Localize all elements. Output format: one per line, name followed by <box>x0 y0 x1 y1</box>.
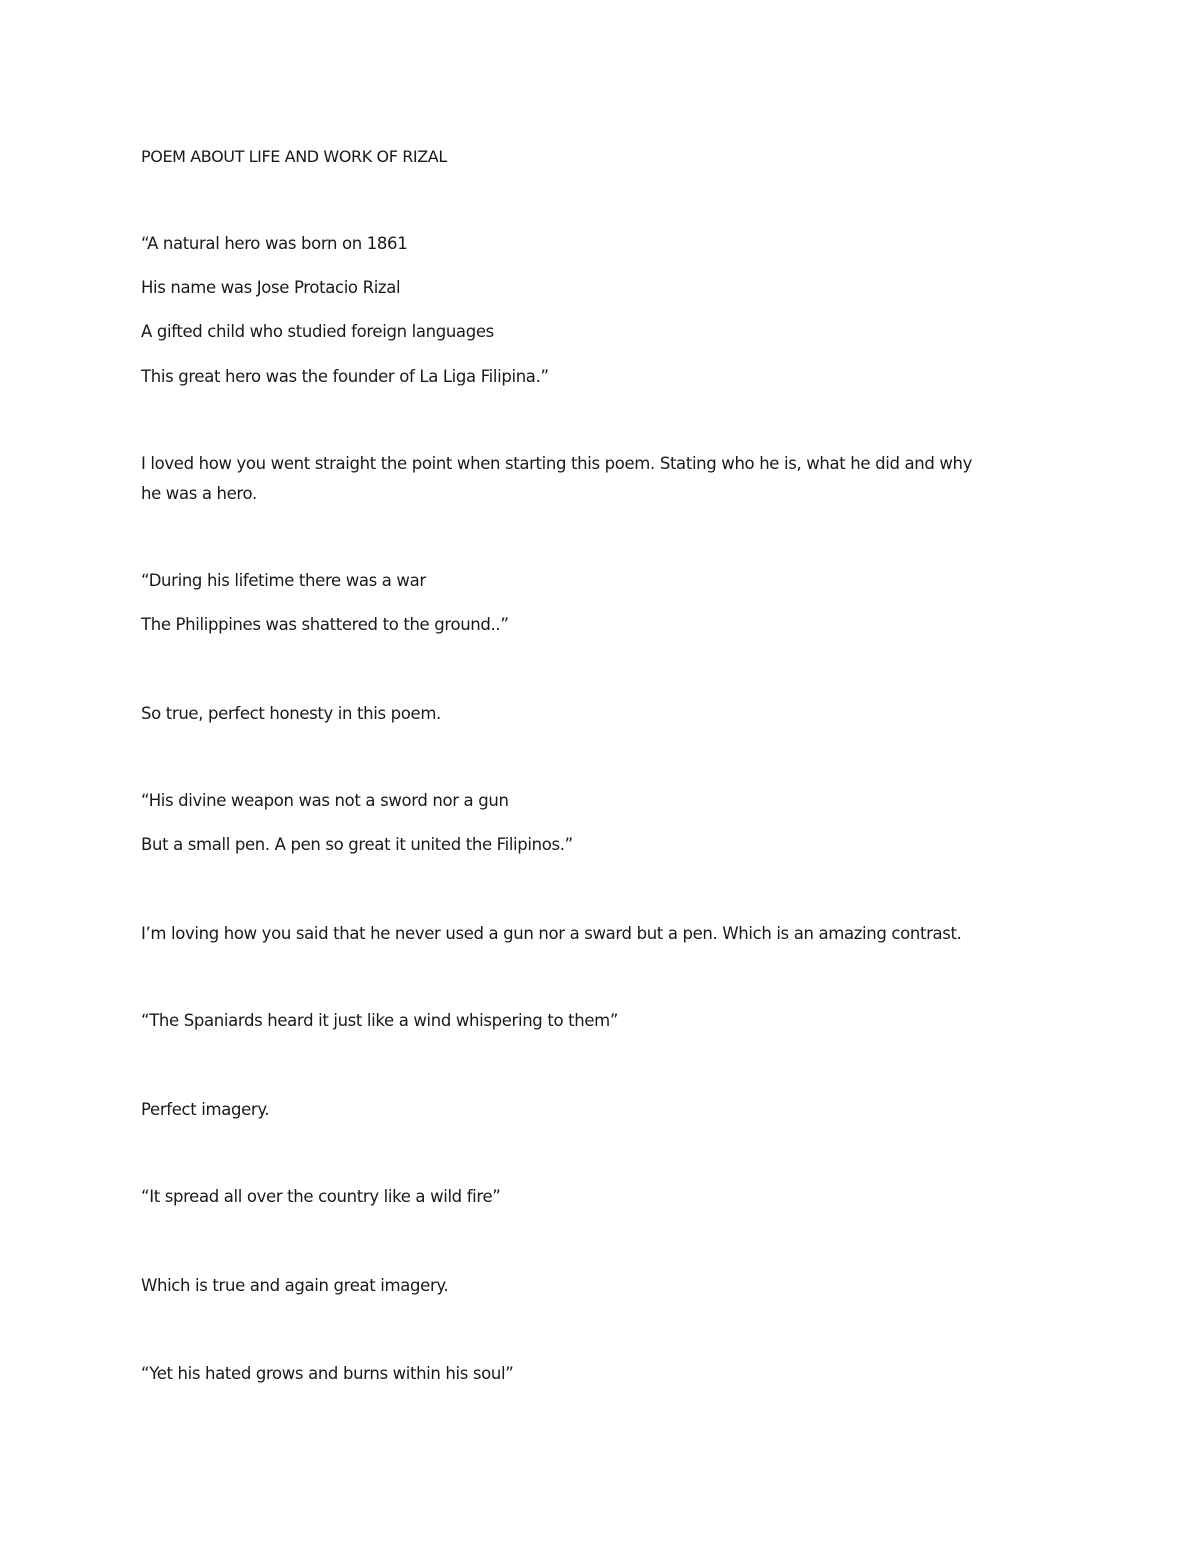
comment-line: I loved how you went straight the point when starting this poem. Stating who he is, what he did and why <box>141 454 973 473</box>
poem-line: “During his lifetime there was a war <box>141 571 426 590</box>
poem-line: This great hero was the founder of La Liga Filipina.” <box>141 367 549 386</box>
poem-line: “His divine weapon was not a sword nor a gun <box>141 791 509 810</box>
poem-line: But a small pen. A pen so great it united the Filipinos.” <box>141 835 573 854</box>
document-title: POEM ABOUT LIFE AND WORK OF RIZAL <box>141 147 447 166</box>
comment-line: Which is true and again great imagery. <box>141 1276 449 1295</box>
poem-line: His name was Jose Protacio Rizal <box>141 278 401 297</box>
comment-line: he was a hero. <box>141 484 257 503</box>
comment-line: I’m loving how you said that he never used a gun nor a sward but a pen. Which is an amazing contrast. <box>141 924 962 943</box>
comment-line: Perfect imagery. <box>141 1100 270 1119</box>
comment-line: So true, perfect honesty in this poem. <box>141 704 441 723</box>
poem-line: “It spread all over the country like a wild fire” <box>141 1187 501 1206</box>
poem-line: “The Spaniards heard it just like a wind whispering to them” <box>141 1011 619 1030</box>
poem-line: A gifted child who studied foreign languages <box>141 322 494 341</box>
poem-line: “Yet his hated grows and burns within his soul” <box>141 1364 514 1383</box>
poem-line: “A natural hero was born on 1861 <box>141 234 408 253</box>
poem-line: The Philippines was shattered to the ground..” <box>141 615 509 634</box>
